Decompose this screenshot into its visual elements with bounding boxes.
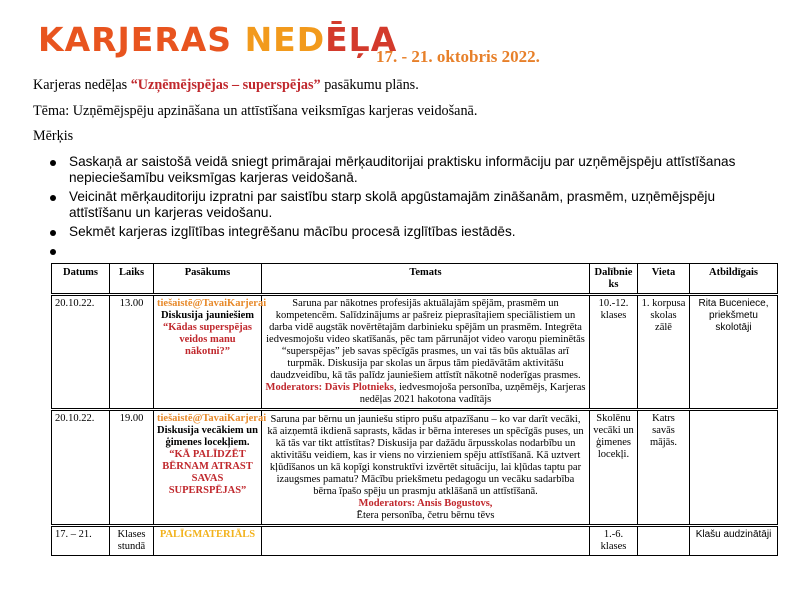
logo-word-ned: NED: [244, 20, 326, 59]
goals-list: [48, 154, 763, 258]
theme-line: Tēma: Uzņēmējspēju apzināšana un attīstīšana veiksmīgas karjeras veidošanā.: [33, 103, 478, 119]
moderator-info: Ētera personība, četru bērnu tēvs: [356, 510, 495, 521]
plan-title-line: [33, 77, 419, 94]
topic-text: Saruna par nākotnes profesijās aktuālajām spējām, prasmēm un kompetencēm. Salīdzinājums ar pašreiz pieprasītajiem speciālistiem un darba vidē augstāk novērtētajām darbinieku spējām un prasmēm. Integrēta iedvesmojošu video skatīšanās, pēc tam pārrunājot video varoņu pieminētās “superspējas” jeb savas spēcīgās prasmes, un vai tās būs aktuālas arī turpmāk. Diskusija par skolas un ārpus tām piedāvātām aktivitāšu daudzveidību, kā tās palīdz jauniešiem attīstīt nākotnē noderīgas prasmes.: [266, 298, 585, 381]
row-date: 20.10.22.: [52, 295, 110, 410]
row-time: 19.00: [110, 410, 154, 526]
goal-item: [48, 224, 763, 240]
events-table: [51, 263, 778, 556]
row-time: 13.00: [110, 295, 154, 410]
table-row: [52, 410, 778, 526]
logo-word-karjeras: KARJERAS: [38, 20, 233, 59]
row-responsible: Rita Buceniece, priekšmetu skolotāji: [690, 295, 778, 410]
row-date: 17. – 21.: [52, 526, 110, 556]
moderator-label: Moderators: Dāvis Plotnieks: [265, 382, 394, 393]
moderator-info: , iedvesmojoša personība, uzņēmējs, Karjeras nedēļas 2021 hakotona vadītājs: [359, 382, 586, 405]
goal-item: [48, 154, 763, 186]
plan-title: “Uzņēmējspējas – superspējas”: [130, 77, 321, 93]
row-participants: 10.-12. klases: [590, 295, 638, 410]
bullet-icon: [50, 195, 56, 201]
event-dates: 17. - 21. oktobris 2022.: [376, 47, 540, 66]
row-place: 1. korpusa skolas zālē: [638, 295, 690, 410]
bullet-icon: [50, 160, 56, 166]
row-place: [638, 526, 690, 556]
table-header-row: [52, 264, 778, 295]
event-quote: “KĀ PALĪDZĒT BĒRNAM ATRAST SAVAS SUPERSPĒJAS”: [162, 449, 253, 496]
event-link[interactable]: tiešaistē@TavaiKarjerai: [157, 298, 267, 309]
goal-item: [48, 189, 763, 221]
row-responsible: [690, 410, 778, 526]
header: [38, 20, 778, 66]
bullet-icon: [50, 230, 56, 236]
header-date: Datums: [52, 264, 110, 295]
goals-heading: Mērķis: [33, 128, 74, 144]
header-topic: Temats: [262, 264, 590, 295]
header-time: Laiks: [110, 264, 154, 295]
header-participants: Dalībnie ks: [590, 264, 638, 295]
row-date: 20.10.22.: [52, 410, 110, 526]
header-place: Vieta: [638, 264, 690, 295]
topic-text: Saruna par bērnu un jauniešu stipro pušu atpazīšanu – ko var darīt vecāki, kā aizņemtā ikdienā saprasts, kādas ir bērna intereses un spēcīgās puses, un kā tās var tikt attīstītas? Diskusija par dažādu ārpusskolas nodarbību un aktivitāšu veidiem, kas ir viens no virzieniem spēju attīstīšanā. Kā uztvert kļūdīšanos un kā kopīgi konstruktīvi izvērtēt situāciju, lai kļūdas taptu par izaugsmes pamatu? Mācību priekšmetu pedagogu un vecāku sadarbība bērna īpašo spēju un prasmju atklāšanā un attīstīšanā.: [267, 414, 584, 497]
event-title: Diskusija jauniešiem: [160, 310, 255, 321]
row-participants: Skolēnu vecāki un ģimenes locekļi.: [590, 410, 638, 526]
row-place: Katrs savās mājās.: [638, 410, 690, 526]
goal-item-empty: [48, 243, 763, 255]
row-topic: [262, 295, 590, 410]
row-event: [154, 526, 262, 556]
event-quote: “Kādas superspējas veidos manu nākotni?”: [163, 322, 252, 357]
plan-prefix: Karjeras nedēļas: [33, 77, 131, 93]
moderator-label: Moderators: Ansis Bogustovs,: [358, 498, 493, 509]
row-event: [154, 295, 267, 410]
karjeras-nedela-logo: [38, 20, 397, 60]
header-responsible: Atbildīgais: [690, 264, 778, 295]
row-topic: [262, 526, 590, 556]
header-event: Pasākums: [154, 264, 262, 295]
goal-text: Veicināt mērķauditoriju izpratni par saistību starp skolā apgūstamajām zināšanām, prasmēm, uzņēmējspēju attīstīšanu un karjeras veidošanu.: [69, 189, 716, 220]
event-link[interactable]: tiešaistē@TavaiKarjerai: [157, 413, 267, 424]
table-row: [52, 295, 778, 410]
logo-word-ela: ĒĻA: [325, 20, 398, 59]
goal-text: Sekmēt karjeras izglītības integrēšanu mācību procesā izglītības iestādēs.: [69, 224, 516, 239]
row-event: [154, 410, 267, 526]
row-time: Klases stundā: [110, 526, 154, 556]
plan-suffix: pasākumu plāns.: [320, 77, 419, 93]
goal-text: Saskaņā ar saistošā veidā sniegt primārajai mērķauditorijai praktisku informāciju par uzņēmējspēju attīstīšanas nepieciešamību veiksmīgas karjeras veidošanā.: [69, 154, 736, 185]
event-title: Diskusija vecākiem un ģimenes locekļiem.: [157, 425, 258, 448]
bullet-icon: [50, 249, 56, 255]
row-responsible: Klašu audzinātāji: [690, 526, 778, 556]
event-link[interactable]: PALĪGMATERIĀLS: [159, 529, 256, 540]
row-topic: [262, 410, 590, 526]
table-row: [52, 526, 778, 556]
row-participants: 1.-6. klases: [590, 526, 638, 556]
